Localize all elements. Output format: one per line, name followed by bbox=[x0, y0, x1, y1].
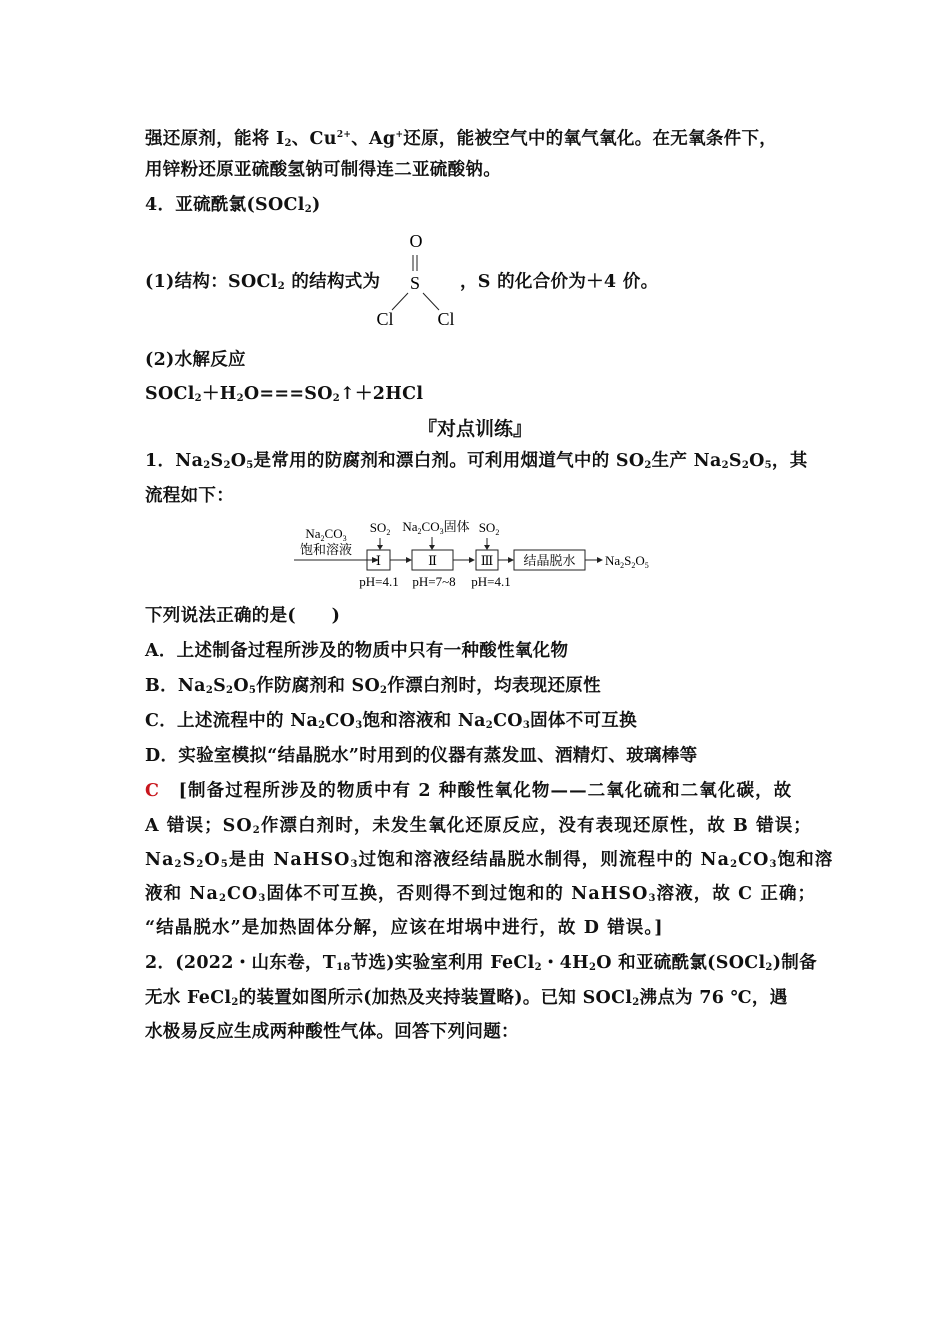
flow-arrowhead-out bbox=[597, 557, 603, 563]
atom-chlorine-1: Cl bbox=[376, 309, 394, 329]
q1-prompt: 下列说法正确的是( ) bbox=[145, 606, 341, 626]
q2-line-1: 2．(2022・山东卷，$T_{18}$节选)实验室利用 FeCl$_2$・$4H_2O$ 和亚硫酰氯(SOCl$_2$)制备 bbox=[145, 953, 817, 973]
flow-box-1-label: Ⅰ bbox=[375, 553, 382, 568]
flow-input-label-1: $Na_2CO_3$ bbox=[305, 526, 347, 543]
hydrolysis-equation: $SOCl_2+H_2O===SO_2↑+2HCl$ bbox=[145, 384, 424, 404]
intro-line-1: 强还原剂，能将 $I_2$、$Cu^{2+}$、Ag+还原，能被空气中的氧气氧化。在无氧条件下， bbox=[145, 129, 778, 149]
q1-explanation-line-4: 液和 $Na_2CO_3$固体不可互换，否则得不到过饱和的 NaHSO$_3$溶液，故 C 正确； bbox=[145, 884, 817, 904]
flow-arrowhead-1-2 bbox=[406, 557, 412, 563]
q1-option-d: D．实验室模拟“结晶脱水”时用到的仪器有蒸发皿、酒精灯、玻璃棒等 bbox=[145, 746, 698, 766]
flow-output-label: $Na_2S_2O_5$ bbox=[605, 553, 649, 570]
structure-line-prefix: (1)结构：SOCl$_2$ 的结构式为 bbox=[145, 272, 381, 292]
flow-ph-label-3: pH=4.1 bbox=[471, 574, 511, 589]
q1-explanation-line-5: “结晶脱水”是加热固体分解，应该在坩埚中进行，故 D 错误。] bbox=[145, 918, 664, 938]
atom-sulfur: S bbox=[409, 273, 421, 293]
structure-line-suffix: ，S 的化合价为＋4 价。 bbox=[460, 272, 659, 292]
flow-arrowhead-2-3 bbox=[469, 557, 475, 563]
flow-diagram bbox=[290, 514, 670, 594]
q1-explanation-line-3: $Na_2S_2O_5$是由 NaHSO$_3$过饱和溶液经结晶脱水制得，则流程中的 $Na_2CO_3$饱和溶 bbox=[145, 850, 834, 870]
q1-explanation-line-2: A 错误；$SO_2$作漂白剂时，未发生氧化还原反应，没有表现还原性，故 B 错误； bbox=[145, 816, 812, 836]
flow-mid-arrowhead bbox=[429, 545, 435, 550]
q2-line-3: 水极易反应生成两种酸性气体。回答下列问题： bbox=[145, 1022, 519, 1042]
training-heading: 『对点训练』 bbox=[417, 418, 532, 440]
flow-input-label-2: 饱和溶液 bbox=[299, 542, 353, 557]
hydrolysis-title: (2)水解反应 bbox=[145, 350, 246, 370]
flow-ph-label-2: pH=7~8 bbox=[412, 574, 456, 589]
flow-so2-arrowhead-2 bbox=[484, 545, 490, 550]
flow-box-3-label: Ⅲ bbox=[480, 553, 494, 568]
flow-ph-label-1: pH=4.1 bbox=[359, 574, 399, 589]
q1-explanation-line-1: C [制备过程所涉及的物质中有 2 种酸性氧化物——二氧化硫和二氧化碳，故 bbox=[145, 781, 793, 801]
socl2-structural-formula bbox=[370, 226, 460, 334]
flow-arrowhead-3-4 bbox=[508, 557, 514, 563]
q1-option-c: C．上述流程中的 $Na_2CO_3$饱和溶液和 $Na_2CO_3$固体不可互换 bbox=[145, 711, 637, 731]
q1-stem-line-2: 流程如下： bbox=[145, 486, 234, 506]
bond-s-cl-left bbox=[392, 293, 408, 310]
q2-line-2: 无水 FeCl$_2$的装置如图所示(加热及夹持装置略)。已知 SOCl$_2$沸点为 76 ℃，遇 bbox=[145, 988, 788, 1008]
q1-answer: C bbox=[145, 781, 161, 801]
atom-chlorine-2: Cl bbox=[437, 309, 455, 329]
q1-option-a: A．上述制备过程所涉及的物质中只有一种酸性氧化物 bbox=[145, 641, 569, 661]
atom-oxygen: O bbox=[409, 231, 423, 251]
flow-mid-label: $Na_2CO_3$固体 bbox=[402, 519, 470, 536]
q1-option-b: B．$Na_2S_2O_5$作防腐剂和 $SO_2$作漂白剂时，均表现还原性 bbox=[145, 676, 601, 696]
flow-so2-label-2: $SO_2$ bbox=[478, 520, 500, 537]
section-4-title: 4．亚硫酰氯(SOCl$_2$) bbox=[145, 195, 321, 215]
flow-so2-label-1: $SO_2$ bbox=[369, 520, 391, 537]
flow-box-4-label: 结晶脱水 bbox=[523, 553, 576, 568]
q1-stem-line-1: 1．$Na_2S_2O_5$是常用的防腐剂和漂白剂。可利用烟道气中的 $SO_2$生产 $Na_2S_2O_5$，其 bbox=[145, 451, 808, 471]
flow-so2-arrowhead-1 bbox=[377, 545, 383, 550]
flow-box-2-label: Ⅱ bbox=[428, 553, 437, 568]
bond-s-cl-right bbox=[423, 293, 439, 310]
intro-line-2: 用锌粉还原亚硫酸氢钠可制得连二亚硫酸钠。 bbox=[145, 160, 501, 180]
